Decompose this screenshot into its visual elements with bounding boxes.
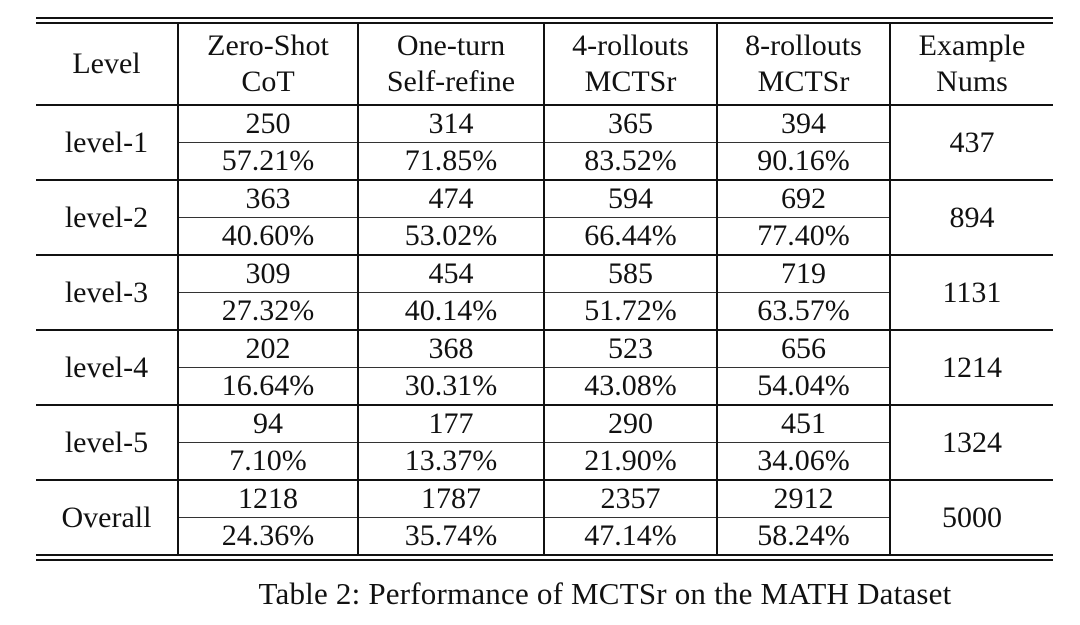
- count-cell: 368: [358, 330, 544, 368]
- level-label: Overall: [61, 500, 152, 534]
- percent-cell: 27.32%: [178, 293, 358, 331]
- table-row-count: [36, 255, 1053, 293]
- bottom-double-rule: [36, 554, 1053, 561]
- level-label: level-4: [36, 330, 178, 405]
- header-zero-shot-cot: Zero-Shot CoT: [178, 24, 358, 105]
- level-label: level-1: [36, 105, 178, 180]
- count-cell: 250: [178, 105, 358, 143]
- count-cell: 1787: [358, 480, 544, 518]
- percent-cell: 34.06%: [717, 443, 890, 481]
- table-caption-text: Table 2: Performance of MCTSr on the MATH Dataset: [258, 576, 952, 611]
- count-cell: 2357: [544, 480, 717, 518]
- table-row-count: [36, 180, 1053, 218]
- example-nums-cell: 437: [890, 105, 1053, 180]
- example-nums-cell: 1131: [890, 255, 1053, 330]
- table-row-count: [36, 105, 1053, 143]
- top-double-rule: [36, 17, 1053, 24]
- results-table: [36, 24, 1053, 554]
- count-cell: 594: [544, 180, 717, 218]
- percent-cell: 57.21%: [178, 143, 358, 181]
- header-row: [36, 24, 1053, 105]
- count-cell: 94: [178, 405, 358, 443]
- percent-cell: 16.64%: [178, 368, 358, 406]
- count-cell: 719: [717, 255, 890, 293]
- table-row-count: [36, 330, 1053, 368]
- percent-cell: 71.85%: [358, 143, 544, 181]
- example-nums-cell: 1324: [890, 405, 1053, 480]
- count-cell: 585: [544, 255, 717, 293]
- count-cell: 309: [178, 255, 358, 293]
- table-caption: [0, 576, 1080, 612]
- results-table-container: [36, 17, 1053, 561]
- percent-cell: 40.14%: [358, 293, 544, 331]
- count-cell: 474: [358, 180, 544, 218]
- percent-cell: 63.57%: [717, 293, 890, 331]
- percent-cell: 21.90%: [544, 443, 717, 481]
- level-label: level-5: [36, 405, 178, 480]
- count-cell: 363: [178, 180, 358, 218]
- percent-cell: 90.16%: [717, 143, 890, 181]
- count-cell: 523: [544, 330, 717, 368]
- count-cell: 656: [717, 330, 890, 368]
- percent-cell: 54.04%: [717, 368, 890, 406]
- header-one-turn-self-refine: One-turn Self-refine: [358, 24, 544, 105]
- table-row-count: [36, 405, 1053, 443]
- count-cell: 365: [544, 105, 717, 143]
- count-cell: 394: [717, 105, 890, 143]
- percent-cell: 51.72%: [544, 293, 717, 331]
- count-cell: 692: [717, 180, 890, 218]
- header-8-rollouts-mctsr: 8-rollouts MCTSr: [717, 24, 890, 105]
- percent-cell: 53.02%: [358, 218, 544, 256]
- percent-cell: 58.24%: [717, 518, 890, 555]
- percent-cell: 83.52%: [544, 143, 717, 181]
- percent-cell: 77.40%: [717, 218, 890, 256]
- percent-cell: 13.37%: [358, 443, 544, 481]
- percent-cell: 7.10%: [178, 443, 358, 481]
- count-cell: 454: [358, 255, 544, 293]
- percent-cell: 35.74%: [358, 518, 544, 555]
- header-4-rollouts-mctsr: 4-rollouts MCTSr: [544, 24, 717, 105]
- header-level: Level: [36, 24, 178, 105]
- header-example-nums: Example Nums: [890, 24, 1053, 105]
- count-cell: 314: [358, 105, 544, 143]
- count-cell: 451: [717, 405, 890, 443]
- percent-cell: 30.31%: [358, 368, 544, 406]
- count-cell: 290: [544, 405, 717, 443]
- example-nums-cell: 5000: [890, 480, 1053, 554]
- example-nums-cell: 894: [890, 180, 1053, 255]
- count-cell: 1218: [178, 480, 358, 518]
- count-cell: 2912: [717, 480, 890, 518]
- level-label: level-2: [36, 180, 178, 255]
- level-label: level-3: [36, 255, 178, 330]
- percent-cell: 66.44%: [544, 218, 717, 256]
- percent-cell: 47.14%: [544, 518, 717, 555]
- table-row-count: [36, 480, 1053, 518]
- percent-cell: 43.08%: [544, 368, 717, 406]
- count-cell: 202: [178, 330, 358, 368]
- percent-cell: 40.60%: [178, 218, 358, 256]
- count-cell: 177: [358, 405, 544, 443]
- example-nums-cell: 1214: [890, 330, 1053, 405]
- percent-cell: 24.36%: [178, 518, 358, 555]
